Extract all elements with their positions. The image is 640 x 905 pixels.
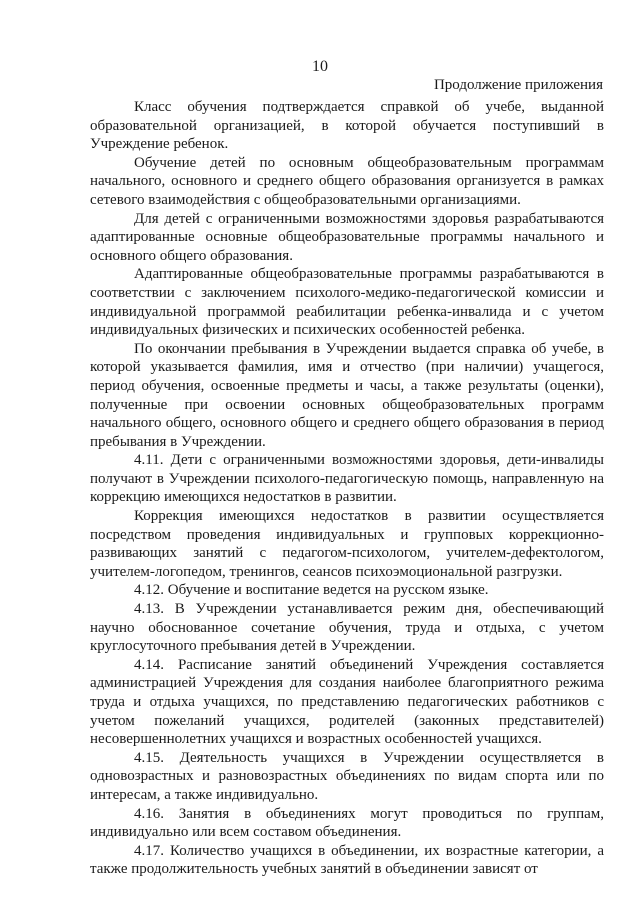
paragraph-4-15: 4.15. Деятельность учащихся в Учреждении осуществляется в одновозрастных и разновозрастных объединениях по видам спорта или по интересам, а также индивидуально.: [90, 749, 604, 803]
paragraph-4-14: 4.14. Расписание занятий объединений Учреждения составляется администрацией Учреждения для создания наиболее благоприятного режима труда и отдыха учащихся, по представлению педагогических работников с учетом пожеланий учащихся, родителей (законных представителей) несовершеннолетних учащихся и возрастных особенностей учащихся.: [90, 656, 604, 748]
paragraph: По окончании пребывания в Учреждении выдается справка об учебе, в которой указывается фамилия, имя и отчество (при наличии) учащегося, период обучения, освоенные предметы и часы, а также результаты (оценки), полученные при освоении основных общеобразовательных программ начального общего, основного общего и среднего общего образования в период пребывания в Учреждении.: [90, 340, 604, 450]
paragraph-4-12: 4.12. Обучение и воспитание ведется на русском языке.: [134, 582, 489, 599]
page-number: 10: [312, 58, 328, 75]
continuation-label: Продолжение приложения: [433, 77, 603, 93]
paragraph: Адаптированные общеобразовательные программы разрабатываются в соответствии с заключением психолого-медико-педагогической комиссии и индивидуальной программой реабилитации ребенка-инвалида и с учетом индивидуальных физических и психических особенностей ребенка.: [90, 266, 604, 339]
paragraph-4-17: 4.17. Количество учащихся в объединении, их возрастные категории, а также продолжительность учебных занятий в объединении зависят от: [90, 842, 604, 878]
paragraph: Обучение детей по основным общеобразовательным программам начального, основного и среднего общего образования организуется в рамках сетевого взаимодействия с общеобразовательными организациями.: [90, 154, 604, 208]
paragraph: Класс обучения подтверждается справкой об учебе, выданной образовательной организацией, в которой обучается поступивший в Учреждение ребенок.: [90, 99, 604, 153]
paragraph-4-13: 4.13. В Учреждении устанавливается режим дня, обеспечивающий научно обоснованное сочетание обучения, труда и отдыха, с учетом круглосуточного пребывания детей в Учреждении.: [90, 601, 604, 655]
paragraph-4-16: 4.16. Занятия в объединениях могут проводиться по группам, индивидуально или всем составом объединения.: [90, 805, 604, 841]
paragraph: Коррекция имеющихся недостатков в развитии осуществляется посредством проведения индивидуальных и групповых коррекционно-развивающих занятий с педагогом-психологом, учителем-дефектологом, учителем-логопедом, тренингов, сеансов психоэмоциональной разгрузки.: [90, 508, 604, 580]
paragraph-4-11: 4.11. Дети с ограниченными возможностями здоровья, дети-инвалиды получают в Учреждении психолого-педагогическую помощь, направленную на коррекцию имеющихся недостатков в развитии.: [90, 452, 604, 506]
document-body: [90, 98, 604, 879]
paragraph: Для детей с ограниченными возможностями здоровья разрабатываются адаптированные основные общеобразовательные программы начального и основного общего образования.: [90, 210, 604, 264]
